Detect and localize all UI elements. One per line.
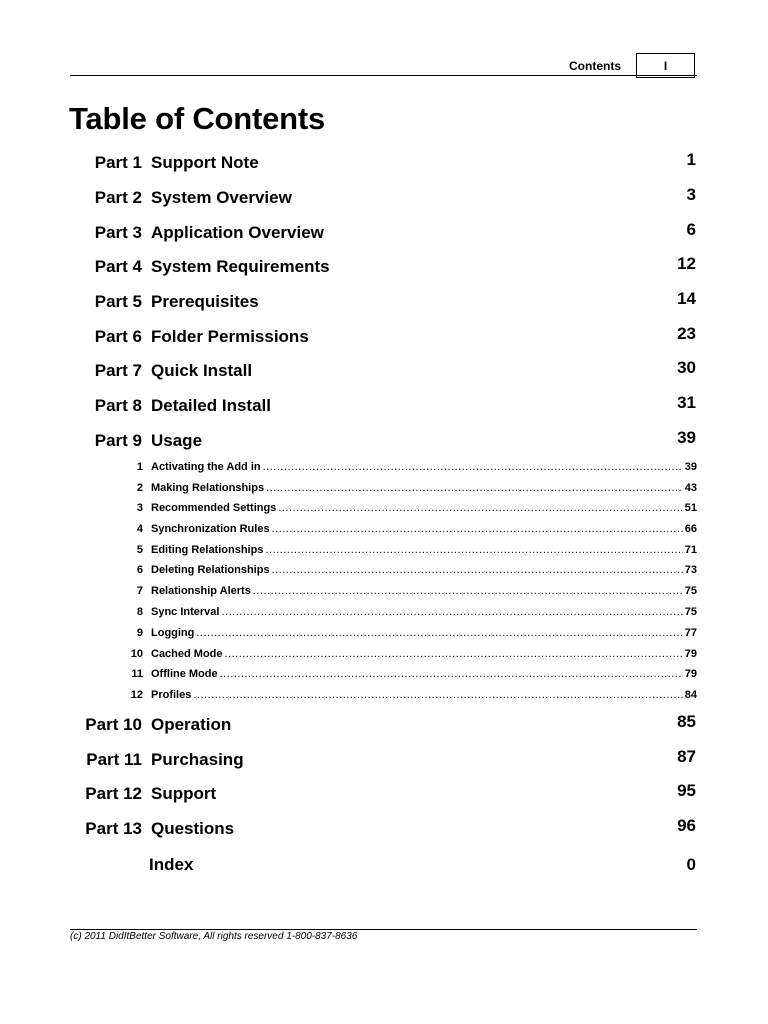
- part-label: Part 6: [94, 327, 142, 346]
- part-page: 12: [677, 254, 696, 273]
- subsection-page: 79: [684, 668, 697, 680]
- subsection-title: Relationship Alerts: [151, 585, 251, 597]
- subsection-page: 51: [684, 502, 697, 514]
- subsection-number: 6: [136, 564, 143, 576]
- subsection-number: 11: [131, 668, 143, 680]
- part-title: System Requirements: [151, 257, 330, 276]
- part-page: 1: [686, 150, 696, 169]
- part-page: 87: [677, 747, 696, 766]
- index-page: 0: [686, 855, 696, 874]
- header-page-number: I: [636, 53, 695, 78]
- part-title: Quick Install: [151, 361, 253, 380]
- dot-leader: [263, 461, 683, 473]
- subsection-title: Offline Mode: [151, 668, 218, 680]
- dot-leader: [265, 544, 682, 556]
- toc-part-entry[interactable]: [0, 358, 768, 385]
- toc-part-entry[interactable]: [0, 428, 768, 455]
- dot-leader: [266, 482, 683, 494]
- part-title: Detailed Install: [151, 396, 271, 415]
- part-label: Part 13: [85, 819, 142, 838]
- part-page: 6: [686, 220, 696, 239]
- part-title: Questions: [151, 819, 235, 838]
- toc-part-entry[interactable]: [0, 150, 768, 177]
- index-title: Index: [149, 855, 194, 874]
- dot-leader: [272, 564, 683, 576]
- subsection-title: Editing Relationships: [151, 544, 264, 556]
- toc-part-entry[interactable]: [0, 781, 768, 808]
- part-title: Support: [151, 784, 217, 803]
- subsection-page: 43: [684, 482, 697, 494]
- part-title: Prerequisites: [151, 292, 259, 311]
- part-label: Part 8: [94, 396, 142, 415]
- toc-subsection-entry[interactable]: [0, 461, 768, 475]
- dot-leader: [221, 606, 682, 618]
- page-title: Table of Contents: [69, 101, 326, 136]
- part-page: 39: [677, 428, 696, 447]
- part-label: Part 4: [94, 257, 142, 276]
- subsection-title: Activating the Add in: [151, 461, 261, 473]
- toc-part-entry[interactable]: [0, 185, 768, 212]
- toc-subsection-entry[interactable]: [0, 689, 768, 703]
- toc-subsection-entry[interactable]: [0, 544, 768, 558]
- part-label: Part 5: [94, 292, 142, 311]
- dot-leader: [278, 502, 682, 514]
- footer-divider: [70, 929, 697, 930]
- subsection-title: Synchronization Rules: [151, 523, 270, 535]
- part-page: 14: [677, 289, 696, 308]
- toc-subsection-entry[interactable]: [0, 502, 768, 516]
- part-title: Application Overview: [151, 223, 324, 242]
- dot-leader: [220, 668, 683, 680]
- subsection-title: Cached Mode: [151, 648, 223, 660]
- part-page: 95: [677, 781, 696, 800]
- part-label: Part 2: [94, 188, 142, 207]
- header-divider: [70, 75, 697, 76]
- subsection-number: 1: [136, 461, 143, 473]
- toc-subsection-entry[interactable]: [0, 564, 768, 578]
- toc-subsection-entry[interactable]: [0, 523, 768, 537]
- part-label: Part 12: [85, 784, 142, 803]
- part-title: Purchasing: [151, 750, 244, 769]
- footer-copyright: (c) 2011 DidItBetter Software, All rights reserved 1-800-837-8636: [70, 931, 358, 942]
- subsection-page: 75: [684, 585, 697, 597]
- part-page: 23: [677, 324, 696, 343]
- toc-subsection-entry[interactable]: [0, 585, 768, 599]
- subsection-number: 3: [136, 502, 143, 514]
- subsection-title: Deleting Relationships: [151, 564, 270, 576]
- subsection-page: 73: [684, 564, 697, 576]
- subsection-page: 39: [684, 461, 697, 473]
- part-label: Part 11: [86, 750, 142, 769]
- dot-leader: [272, 523, 683, 535]
- part-page: 96: [677, 816, 696, 835]
- subsection-title: Making Relationships: [151, 482, 265, 494]
- toc-part-entry[interactable]: [0, 220, 768, 247]
- subsection-number: 10: [130, 648, 143, 660]
- part-title: System Overview: [151, 188, 292, 207]
- subsection-number: 8: [136, 606, 143, 618]
- toc-subsection-entry[interactable]: [0, 606, 768, 620]
- toc-part-entry[interactable]: [0, 712, 768, 739]
- part-label: Part 1: [94, 153, 142, 172]
- toc-part-entry[interactable]: [0, 254, 768, 281]
- subsection-title: Profiles: [151, 689, 192, 701]
- subsection-page: 66: [684, 523, 697, 535]
- subsection-page: 71: [684, 544, 697, 556]
- subsection-number: 7: [136, 585, 143, 597]
- subsection-number: 2: [136, 482, 143, 494]
- part-title: Folder Permissions: [151, 327, 309, 346]
- part-title: Support Note: [151, 153, 259, 172]
- subsection-title: Recommended Settings: [151, 502, 277, 514]
- subsection-number: 4: [136, 523, 143, 535]
- toc-part-entry[interactable]: [0, 324, 768, 351]
- dot-leader: [225, 648, 683, 660]
- part-title: Usage: [151, 431, 203, 450]
- toc-part-entry[interactable]: [0, 289, 768, 316]
- part-page: 31: [677, 393, 696, 412]
- toc-part-entry[interactable]: [0, 393, 768, 420]
- part-label: Part 3: [94, 223, 142, 242]
- part-page: 3: [686, 185, 696, 204]
- toc-index-entry[interactable]: [0, 855, 768, 879]
- subsection-number: 9: [136, 627, 143, 639]
- toc-subsection-entry[interactable]: [0, 627, 768, 641]
- subsection-title: Sync Interval: [151, 606, 220, 618]
- subsection-number: 12: [130, 689, 143, 701]
- dot-leader: [193, 689, 682, 701]
- part-page: 30: [677, 358, 696, 377]
- dot-leader: [253, 585, 683, 597]
- toc-subsection-entry[interactable]: [0, 648, 768, 662]
- dot-leader: [196, 627, 682, 639]
- toc-part-entry[interactable]: [0, 816, 768, 843]
- part-label: Part 10: [85, 715, 142, 734]
- part-label: Part 9: [94, 431, 142, 450]
- part-label: Part 7: [94, 361, 142, 380]
- header-section-label: Contents: [569, 59, 621, 73]
- subsection-number: 5: [136, 544, 143, 556]
- toc-subsection-entry[interactable]: [0, 668, 768, 682]
- toc-part-entry[interactable]: [0, 747, 768, 774]
- toc-subsection-entry[interactable]: [0, 482, 768, 496]
- subsection-page: 84: [684, 689, 697, 701]
- subsection-page: 75: [684, 606, 697, 618]
- subsection-page: 77: [684, 627, 697, 639]
- subsection-page: 79: [684, 648, 697, 660]
- subsection-title: Logging: [151, 627, 195, 639]
- part-title: Operation: [151, 715, 232, 734]
- part-page: 85: [677, 712, 696, 731]
